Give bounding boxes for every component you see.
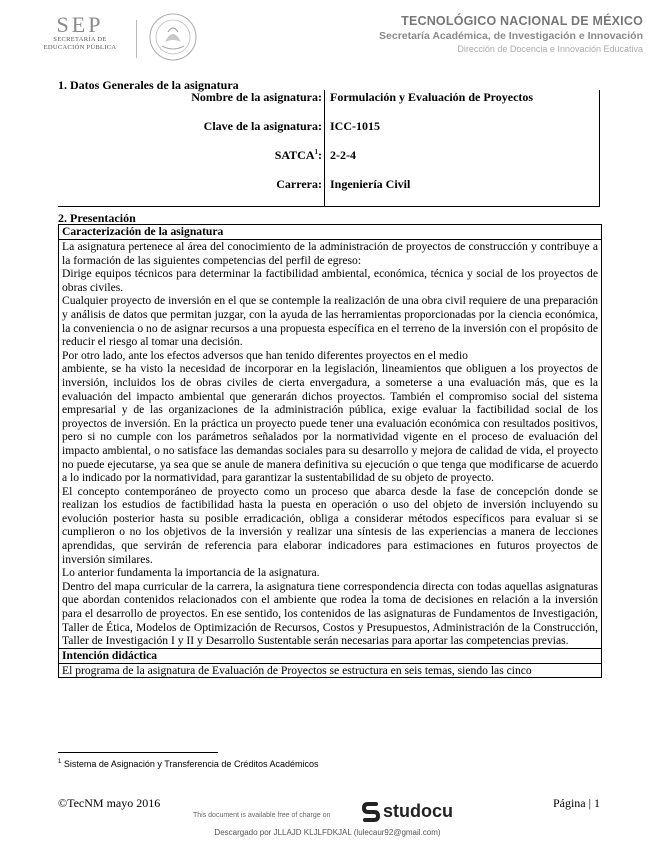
paragraph: Por otro lado, ante los efectos adversos que han tenido diferentes proyectos en el medio — [62, 348, 468, 362]
studocu-brand: studocu — [383, 801, 453, 821]
tecnm-heading — [379, 14, 643, 54]
intencion-text: El programa de la asignatura de Evaluación de Proyectos se estructura en seis temas, siendo las cinco — [62, 663, 532, 677]
presentacion-box — [58, 224, 602, 678]
row-label: Nombre de la asignatura: — [58, 90, 325, 119]
general-data-table — [58, 90, 600, 207]
row-value: ICC-1015 — [325, 119, 600, 148]
secretaria-name: Secretaría Académica, de Investigación e Innovación — [379, 30, 643, 42]
table-row — [58, 90, 600, 119]
paragraph: ambiente, se ha visto la necesidad de incorporar en la legislación, lineamientos que obliguen a los proyectos de inversión, incluidos los de obras civiles de cierta envergadura, a someterse a una evaluación más, que es la evaluación del impacto ambiental que generarán dichos proyectos. También el compromiso social del sistema empresarial y de las organizaciones de la administración pública, exige evaluar la factibilidad social de los proyectos de inversión. En la práctica un proyecto puede tener una evaluación económica con resultados positivos, pero si no cumple con los parámetros señalados por la normatividad vigente en el proceso de evaluación del impacto ambiental, o no satisface las demandas sociales para su desarrollo y mejora de calidad de vida, el proyecto no puede ejecutarse, ya sea que se anule de manera definitiva su ejecución o que tenga que modificarse de acuerdo a lo indicado por la normatividad, para garantizar la sustentabilidad de su objeto de proyecto. — [62, 362, 598, 485]
paragraph: Lo anterior fundamenta la importancia de la asignatura. — [62, 566, 320, 580]
section1-title: 1. Datos Generales de la asignatura — [58, 78, 239, 92]
paragraph: El concepto contemporáneo de proyecto como un proceso que abarca desde la fase de concepción donde se realizan los estudios de factibilidad hasta la puesta en operación o uso del objeto de inversión incluyendo su evolución posterior hasta su posible erradicación, obliga a considerar métodos específicos para evaluar si se cumplieron o no los objetivos de la inversión y realizar una síntesis de las experiencias a manera de lecciones aprendidas, que servirán de referencia para elaborar indicadores para estimaciones en futuros proyectos de inversión similares. — [62, 484, 598, 566]
header-divider — [136, 20, 137, 58]
sep-logo — [30, 14, 130, 52]
tecnm-name: TECNOLÓGICO NACIONAL DE MÉXICO — [401, 14, 643, 28]
table-row — [58, 148, 600, 177]
download-credit: Descargado por JLLAJD KLJLFDKJAL (lulecaur92@gmail.com) — [214, 828, 441, 837]
sep-subtitle-2: EDUCACIÓN PÚBLICA — [43, 44, 117, 51]
studocu-note: This document is available free of charge on — [193, 812, 331, 819]
paragraph: Dentro del mapa curricular de la carrera, la asignatura tiene correspondencia directa con todas aquellas asignaturas que abordan contenidos relacionados con el ambiente que rodea la toma de decisiones en relación a la inversión para el desarrollo de proyectos. En ese sentido, los contenidos de las asignaturas de Fundamentos de Investigación, Taller de Ética, Modelos de Optimización de Recursos, Costos y Presupuestos, Administración de la Construcción, Taller de Investigación I y II y Desarrollo Sustentable serán necesarias para aportar las competencias previas. — [62, 579, 598, 648]
intencion-title: Intención didáctica — [59, 648, 601, 664]
footnote-divider — [58, 752, 218, 753]
page-header — [0, 0, 655, 75]
footnote-number: 1 — [58, 759, 62, 765]
footer-copyright: ©TecNM mayo 2016 — [58, 796, 161, 810]
row-value: Ingeniería Civil — [325, 177, 600, 207]
studocu-logo[interactable] — [362, 801, 453, 823]
footnote-text: Sistema de Asignación y Transferencia de Créditos Académicos — [61, 759, 319, 769]
caracterizacion-body — [59, 240, 601, 648]
paragraph: Dirige equipos técnicos para determinar la factibilidad ambiental, económica, técnica y social de los proyectos de obras civiles. — [62, 267, 598, 294]
footnote — [58, 759, 318, 769]
satca-footnote-ref: 1 — [314, 148, 318, 156]
table-row — [58, 177, 600, 207]
footer-page-number: Página | 1 — [552, 796, 600, 810]
studocu-icon — [362, 801, 380, 823]
satca-colon: : — [318, 148, 322, 162]
direccion-name: Dirección de Docencia e Innovación Educativa — [457, 44, 643, 54]
mexico-seal-icon — [148, 12, 198, 62]
satca-label: SATCA — [274, 148, 315, 162]
paragraph: La asignatura pertenece al área del conocimiento de la administración de proyectos de construcción y contribuye a la formación de las siguientes competencias del perfil de egreso: — [62, 240, 598, 267]
section2-title: 2. Presentación — [58, 211, 136, 225]
sep-subtitle-1: SECRETARÍA DE — [53, 36, 107, 43]
caracterizacion-title: Caracterización de la asignatura — [59, 225, 601, 240]
sep-title: SEP — [56, 12, 104, 37]
row-label: Carrera: — [58, 177, 325, 207]
row-value: Formulación y Evaluación de Proyectos — [325, 90, 600, 119]
table-row — [58, 119, 600, 148]
row-value: 2-2-4 — [325, 148, 600, 177]
row-label: Clave de la asignatura: — [58, 119, 325, 148]
paragraph: Cualquier proyecto de inversión en el que se contemple la realización de una obra civil requiere de una preparación y análisis de datos que permitan juzgar, con la ayuda de las herramientas proporcionadas por la ciencia económica, la conveniencia o no de asignar recursos a una propuesta específica en el terreno de la inversión con el propósito de reducir el riesgo al tomar una decisión. — [62, 294, 598, 349]
row-label — [58, 148, 325, 177]
